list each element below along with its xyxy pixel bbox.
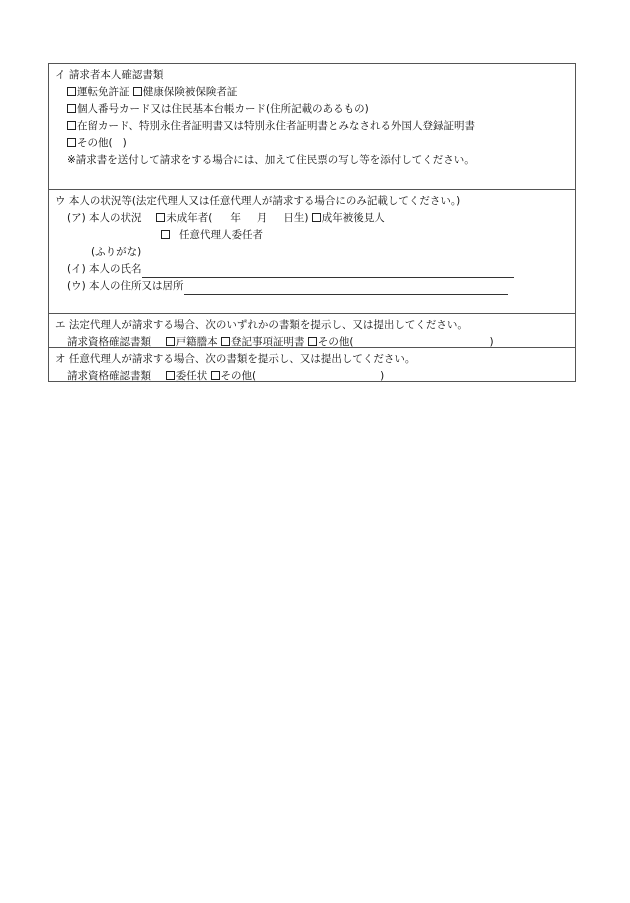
other-document-close: ) <box>122 137 127 149</box>
name-label: (イ) 本人の氏名 <box>67 263 142 275</box>
voluntary-other-label: その他( <box>220 370 257 382</box>
guardian-label: 成年被後見人 <box>321 212 385 224</box>
address-field[interactable] <box>184 283 508 295</box>
request-form-table <box>48 63 576 382</box>
docs-label: 請求資格確認書類 <box>67 336 151 348</box>
identity-documents-section <box>49 64 575 190</box>
legal-other-checkbox[interactable] <box>308 337 317 346</box>
address-row <box>55 278 569 295</box>
license-checkbox[interactable] <box>67 87 76 96</box>
legal-agent-docs-row <box>55 334 569 351</box>
voluntary-agent-section <box>49 348 575 381</box>
other-document-checkbox[interactable] <box>67 138 76 147</box>
docs-label: 請求資格確認書類 <box>67 370 151 382</box>
section-title: エ 法定代理人が請求する場合、次のいずれかの書類を提示し、又は提出してください。 <box>55 319 468 331</box>
delegator-label: 任意代理人委任者 <box>179 229 263 241</box>
insurance-label: 健康保険被保険者証 <box>142 86 238 98</box>
license-insurance-row <box>55 84 569 101</box>
voluntary-other-close: ) <box>380 370 385 382</box>
minor-checkbox[interactable] <box>156 213 165 222</box>
poa-checkbox[interactable] <box>166 371 175 380</box>
mynumber-label: 個人番号カード又は住民基本台帳カード(住所記載のあるもの) <box>77 103 369 115</box>
address-label: (ウ) 本人の住所又は居所 <box>67 280 184 292</box>
residence-card-label: 在留カード、特別永住者証明書又は特別永住者証明書とみなされる外国人登録証明書 <box>77 120 476 132</box>
poa-label: 委任状 <box>175 370 208 382</box>
minor-label: 未成年者( <box>166 212 213 224</box>
delegator-checkbox[interactable] <box>161 230 170 239</box>
month-label: 月 <box>256 212 268 224</box>
furigana-label: (ふりがな) <box>91 246 142 258</box>
name-row <box>55 261 569 278</box>
status-row <box>55 210 569 227</box>
legal-agent-section <box>49 314 575 348</box>
residence-card-checkbox[interactable] <box>67 121 76 130</box>
koseki-label: 戸籍謄本 <box>175 336 218 348</box>
year-label: 年 <box>230 212 241 224</box>
registry-checkbox[interactable] <box>221 337 230 346</box>
koseki-checkbox[interactable] <box>166 337 175 346</box>
voluntary-agent-docs-row <box>55 368 569 385</box>
registry-label: 登記事項証明書 <box>231 336 305 348</box>
day-label: 日生) <box>283 212 309 224</box>
mynumber-row <box>55 101 569 118</box>
insurance-checkbox[interactable] <box>133 87 142 96</box>
status-label: (ア) 本人の状況 <box>67 212 142 224</box>
mail-note: ※請求書を送付して請求をする場合には、加えて住民票の写し等を添付してください。 <box>67 154 475 166</box>
principal-status-section <box>49 190 575 314</box>
section-title: ウ 本人の状況等(法定代理人又は任意代理人が請求する場合にのみ記載してください。) <box>55 195 461 207</box>
residence-card-row <box>55 118 569 135</box>
voluntary-other-checkbox[interactable] <box>211 371 220 380</box>
legal-other-close: ) <box>489 336 494 348</box>
delegator-row <box>55 227 569 244</box>
legal-other-label: その他( <box>317 336 354 348</box>
section-title: オ 任意代理人が請求する場合、次の書類を提示し、又は提出してください。 <box>55 353 416 365</box>
mynumber-checkbox[interactable] <box>67 104 76 113</box>
other-document-label: その他( <box>77 137 113 149</box>
guardian-checkbox[interactable] <box>312 213 321 222</box>
name-field[interactable] <box>142 266 514 278</box>
other-document-row <box>55 135 569 152</box>
license-label: 運転免許証 <box>77 86 130 98</box>
section-title: イ 請求者本人確認書類 <box>55 69 164 81</box>
